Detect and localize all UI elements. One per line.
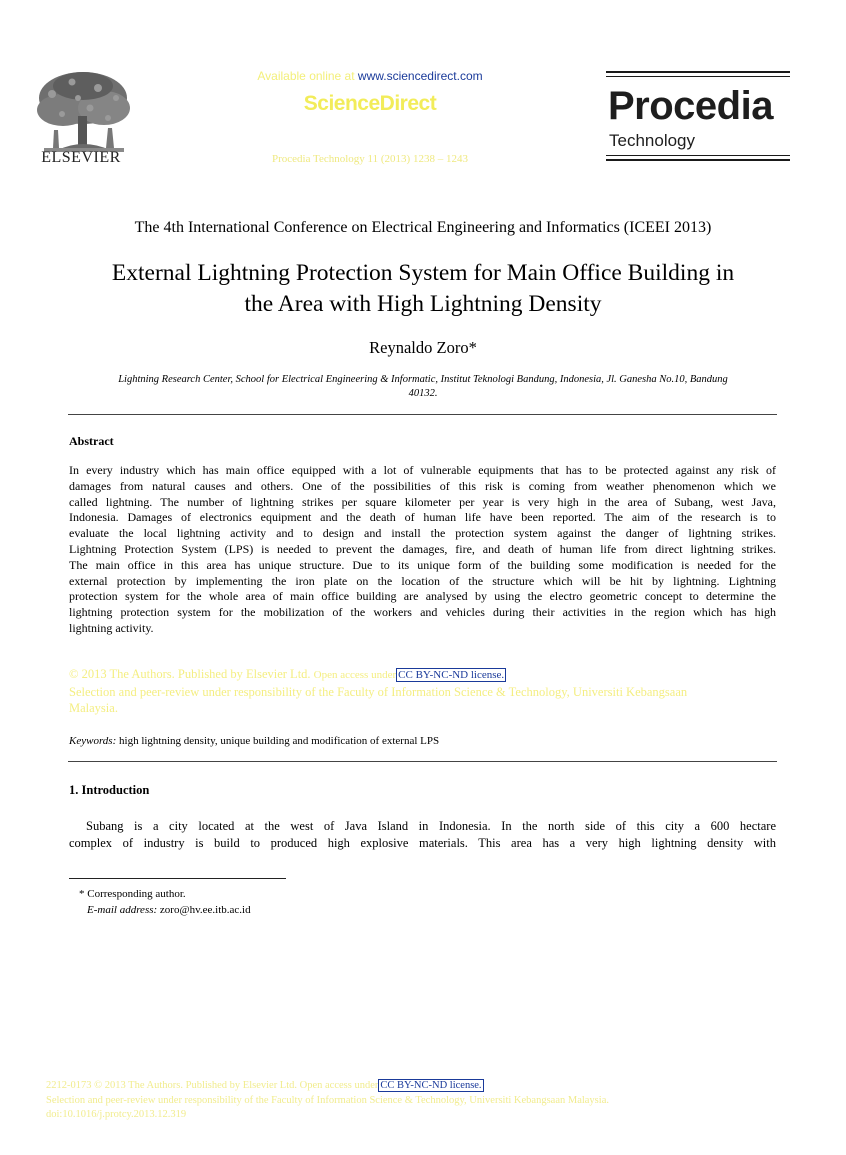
section-divider [68,414,777,415]
introduction-body [69,818,776,851]
journal-logo-title: Procedia [608,84,773,128]
sciencedirect-link[interactable]: www.sciencedirect.com [357,69,483,83]
email-label: E-mail address: [87,904,158,916]
paper-title-line: the Area with High Lightning Density [244,291,602,317]
abstract-line: Indonesia. Damages of electronics equipment and the death of human life have been reported. The aim of the research is to [69,510,776,525]
introduction-line: complex of industry is build to produced high explosive materials. This area has a very high lightning density with [69,835,776,850]
section-divider [68,761,777,762]
email-address[interactable]: zoro@hv.ee.itb.ac.id [159,904,251,916]
footer-copyright: 2212-0173 © 2013 The Authors. Published by Elsevier Ltd. Open access under [46,1080,379,1091]
abstract-line: called lightning. The number of lightning strikes per square kilometer per year is very high in the area of Subang, west Java, [69,494,776,509]
abstract-line: lightning activity. [69,620,154,635]
abstract-line: The main office in this area has unique structure. Due to its unique form of the building some modification is needed for the [69,557,776,572]
copyright-line [69,666,779,684]
abstract-body [69,463,776,637]
paper-title [60,258,786,320]
abstract-line: external protection by implementing the iron plate on the location of the structure which will be hit by lightning. Lightning [69,573,776,588]
keywords-label: Keywords: [69,735,117,747]
peer-review-line: Malaysia. [69,701,118,715]
affiliation-line: 40132. [408,388,438,399]
publisher-name: ELSEVIER [41,149,121,166]
email-note [87,904,251,916]
abstract-line: protection system for the whole area of main office building are analysed by using the electro geometric concept to determine the [69,589,776,604]
abstract-line: Lightning Protection System (LPS) is needed to prevent the damages, fire, and death of human life from direct lightning strikes. [69,541,776,556]
footer-line: Selection and peer-review under responsibility of the Faculty of Information Science & Technology, Universiti Kebangsaan Malaysia. [46,1094,609,1106]
conference-name: The 4th International Conference on Electrical Engineering and Informatics (ICEEI 2013) [134,219,712,236]
affiliation [66,373,780,401]
paper-title-line: External Lightning Protection System for Main Office Building in [111,260,735,286]
availability-line [200,69,540,83]
introduction-line: Subang is a city located at the west of Java Island in Indonesia. In the north side of this city a 600 hectare [86,819,776,833]
abstract-heading: Abstract [69,434,114,448]
open-access-text: Open access under [313,669,397,681]
footnote-rule [69,878,286,879]
procedia-top-rule [606,71,790,73]
journal-reference: Procedia Technology 11 (2013) 1238 – 1243 [272,153,468,165]
footer-doi[interactable]: doi:10.1016/j.protcy.2013.12.319 [46,1109,187,1120]
abstract-line: evaluate the local lightning activity and to design and install the protection system against the danger of lightning strikes. [69,526,776,541]
sciencedirect-logo: ScienceDirect [303,92,437,115]
abstract-line: lightning protection system for the mobilization of the workers and vehicles during their activities in the region which has high [69,605,776,620]
affiliation-line: Lightning Research Center, School for Electrical Engineering & Informatic, Institut Teknologi Bandung, Indonesia, Jl. Ganesha No.10, Bandung [118,374,728,385]
corresponding-author-note: * Corresponding author. [79,888,186,900]
journal-logo-subtitle: Technology [609,131,696,150]
keywords [69,735,439,747]
copyright-text: © 2013 The Authors. Published by Elsevier Ltd. [69,667,311,681]
introduction-heading: 1. Introduction [69,783,150,797]
peer-review-line: Selection and peer-review under responsibility of the Faculty of Information Science & Technology, Universiti Kebangsaan [69,684,688,699]
page-footer [46,1079,826,1123]
procedia-bottom-rule-thin [606,155,790,156]
license-link[interactable]: CC BY-NC-ND license. [398,669,505,681]
procedia-bottom-rule [606,159,790,161]
keywords-text: high lightning density, unique building and modification of external LPS [119,735,440,747]
procedia-top-rule-thin [606,76,790,77]
footer-license-link[interactable]: CC BY-NC-ND license. [380,1080,482,1091]
copyright-notice [69,666,779,717]
availability-prefix: Available online at [257,69,355,83]
author-name: Reynaldo Zoro* [369,338,477,357]
abstract-line: In every industry which has main office equipped with a lot of vulnerable equipments that has to be protected against any risk of [69,463,776,477]
footer-line [46,1079,826,1094]
abstract-line: damages from natural causes and others. One of the possibilities of this risk is coming from weather phenomenon which we [69,478,776,493]
